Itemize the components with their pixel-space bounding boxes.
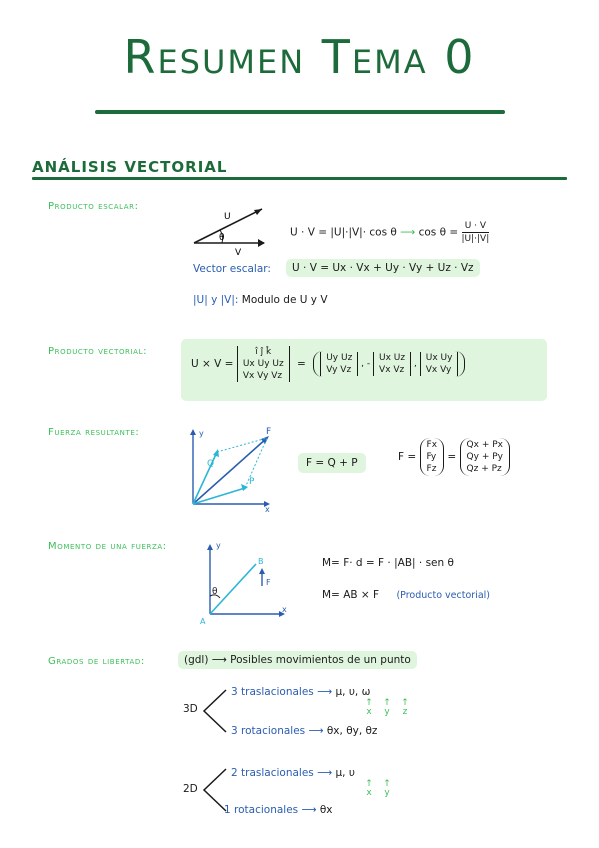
theta-text: θ bbox=[219, 233, 225, 243]
fy: Fy bbox=[426, 452, 437, 462]
3d-translational bbox=[231, 686, 370, 698]
vector-escalar-formula: U · V = Ux · Vx + Uy · Vy + Uz · Vz bbox=[292, 262, 474, 274]
brace-3d-icon bbox=[200, 688, 230, 734]
minor-sep-2: , bbox=[414, 359, 417, 369]
qpz: Qz + Pz bbox=[466, 464, 502, 474]
label-2d: 2D bbox=[183, 783, 198, 795]
qp-components bbox=[460, 438, 510, 476]
det-row-2: Ux Uy Uz bbox=[242, 359, 284, 369]
3d-rot-vals: θx, θy, θz bbox=[326, 725, 378, 737]
m-f-text: F bbox=[266, 578, 271, 587]
fuerza-resultante-label: Fuerza resultante: bbox=[48, 427, 140, 438]
3d-tras-vals: μ, υ, ω bbox=[335, 686, 371, 698]
2d-rot-label: 1 rotacionales ⟶ bbox=[224, 804, 317, 816]
cross-eq: = bbox=[297, 358, 306, 370]
minor-2-row-2: Vx Vz bbox=[379, 365, 405, 375]
cross-lhs: U × V = bbox=[191, 358, 234, 370]
f-components bbox=[420, 438, 445, 476]
grados-text: (gdl) ⟶ Posibles movimientos de un punto bbox=[184, 654, 411, 666]
vector-v-head bbox=[258, 239, 265, 247]
f-text: F bbox=[266, 427, 272, 437]
minor-3-row-1: Ux Uy bbox=[425, 353, 453, 363]
section-underline bbox=[32, 177, 567, 180]
main-determinant bbox=[237, 346, 290, 382]
m-theta-text: θ bbox=[212, 587, 218, 597]
3d-axis-z: z bbox=[402, 707, 408, 717]
m-y-axis-head bbox=[207, 544, 213, 550]
moment-note: (Producto vectorial) bbox=[396, 590, 490, 601]
minor-2-row-1: Ux Uz bbox=[379, 353, 406, 363]
minor-sep-1: , - bbox=[361, 359, 371, 369]
3d-tras-label: 3 traslacionales ⟶ bbox=[231, 686, 333, 698]
2d-tras-vals: μ, υ bbox=[335, 767, 355, 779]
title-underline bbox=[95, 110, 505, 114]
resultant-formula: F = Q + P bbox=[306, 457, 358, 469]
minor-3-row-2: Vx Vy bbox=[425, 365, 452, 375]
fz: Fz bbox=[426, 464, 437, 474]
section-heading: ANÁLISIS VECTORIAL bbox=[32, 158, 228, 176]
2d-translational bbox=[231, 767, 355, 779]
label-3d: 3D bbox=[183, 703, 198, 715]
resultant-force-diagram bbox=[183, 424, 283, 514]
vector-u-text: U bbox=[224, 212, 231, 222]
2d-rotational bbox=[224, 804, 333, 816]
dot-formula-text: U · V = |U|·|V|· cos θ bbox=[290, 226, 397, 239]
3d-rot-label: 3 rotacionales ⟶ bbox=[231, 725, 324, 737]
vector-escalar-highlight bbox=[286, 259, 480, 277]
3d-axis-y: y bbox=[384, 707, 390, 717]
fx: Fx bbox=[426, 440, 438, 450]
2d-axis-x: x bbox=[366, 788, 372, 798]
momento-label: Momento de una fuerza: bbox=[48, 541, 167, 552]
det-row-1: î ĵ k̂ bbox=[255, 347, 272, 357]
3d-rotational bbox=[231, 725, 377, 737]
cos-fraction bbox=[462, 220, 490, 245]
moment-diagram bbox=[196, 538, 296, 630]
y-axis-head bbox=[190, 429, 196, 435]
qpy: Qy + Py bbox=[466, 452, 503, 462]
minors-group bbox=[313, 351, 465, 377]
2d-axis-arrows: ↑ x↑ y bbox=[365, 779, 391, 798]
3d-axis-x: x bbox=[366, 707, 372, 717]
producto-vectorial-label: Producto vectorial: bbox=[48, 346, 148, 357]
grados-highlight bbox=[178, 651, 417, 669]
dot-product-diagram bbox=[188, 203, 268, 258]
minor-1-row-2: Vy Vz bbox=[326, 365, 352, 375]
q-text: Q bbox=[207, 459, 215, 469]
modulo-lhs: |U| y |V|: bbox=[193, 294, 239, 306]
dot-product-formula bbox=[290, 220, 489, 245]
vector-q-head bbox=[213, 449, 219, 457]
axis-x-text: x bbox=[265, 505, 270, 514]
arrow-icon: ⟶ bbox=[400, 226, 416, 239]
2d-axis-y: y bbox=[384, 788, 390, 798]
b-text: B bbox=[258, 557, 264, 566]
resultant-formula-highlight bbox=[298, 453, 366, 473]
moment-formula-2 bbox=[322, 589, 490, 601]
vector-p-head bbox=[241, 484, 248, 491]
grados-label: Grados de libertad: bbox=[48, 656, 145, 667]
minor-2 bbox=[373, 352, 411, 376]
2d-tras-label: 2 traslacionales ⟶ bbox=[231, 767, 333, 779]
vector-escalar-label: Vector escalar: bbox=[193, 263, 271, 275]
2d-rot-vals: θx bbox=[319, 804, 333, 816]
cos-denominator: |U|·|V| bbox=[461, 234, 490, 244]
modulo-line bbox=[193, 294, 328, 306]
moment-formula-1: M= F· d = F · |AB| · sen θ bbox=[322, 557, 454, 569]
qpx: Qx + Px bbox=[466, 440, 503, 450]
m-axis-y-text: y bbox=[216, 541, 221, 550]
f-arrow-head bbox=[259, 568, 265, 574]
det-row-3: Vx Vy Vz bbox=[242, 371, 283, 381]
m-axis-x-text: x bbox=[282, 605, 287, 614]
minor-1 bbox=[320, 352, 358, 376]
cos-numerator: U · V bbox=[462, 220, 490, 233]
modulo-text: Modulo de U y V bbox=[241, 294, 328, 306]
minor-1-row-1: Uy Uz bbox=[326, 353, 353, 363]
minor-3 bbox=[420, 352, 459, 376]
cos-lhs: cos θ = bbox=[418, 226, 459, 239]
cross-product-formula bbox=[191, 346, 465, 382]
producto-escalar-label: Producto escalar: bbox=[48, 201, 139, 212]
page-title: Resumen Tema 0 bbox=[123, 30, 476, 84]
a-text: A bbox=[200, 617, 206, 626]
3d-axis-arrows: ↑ x↑ y↑ z bbox=[365, 698, 409, 717]
component-formula: F = Fx Fy Fz = Qx + Px Qy + Py Qz + Pz bbox=[398, 438, 510, 476]
moment-formula-2-text: M= AB × F bbox=[322, 589, 380, 601]
component-lhs: F = bbox=[398, 451, 417, 463]
axis-y-text: y bbox=[199, 429, 204, 438]
p-text: P bbox=[249, 477, 255, 487]
vector-v-text: V bbox=[235, 248, 242, 258]
